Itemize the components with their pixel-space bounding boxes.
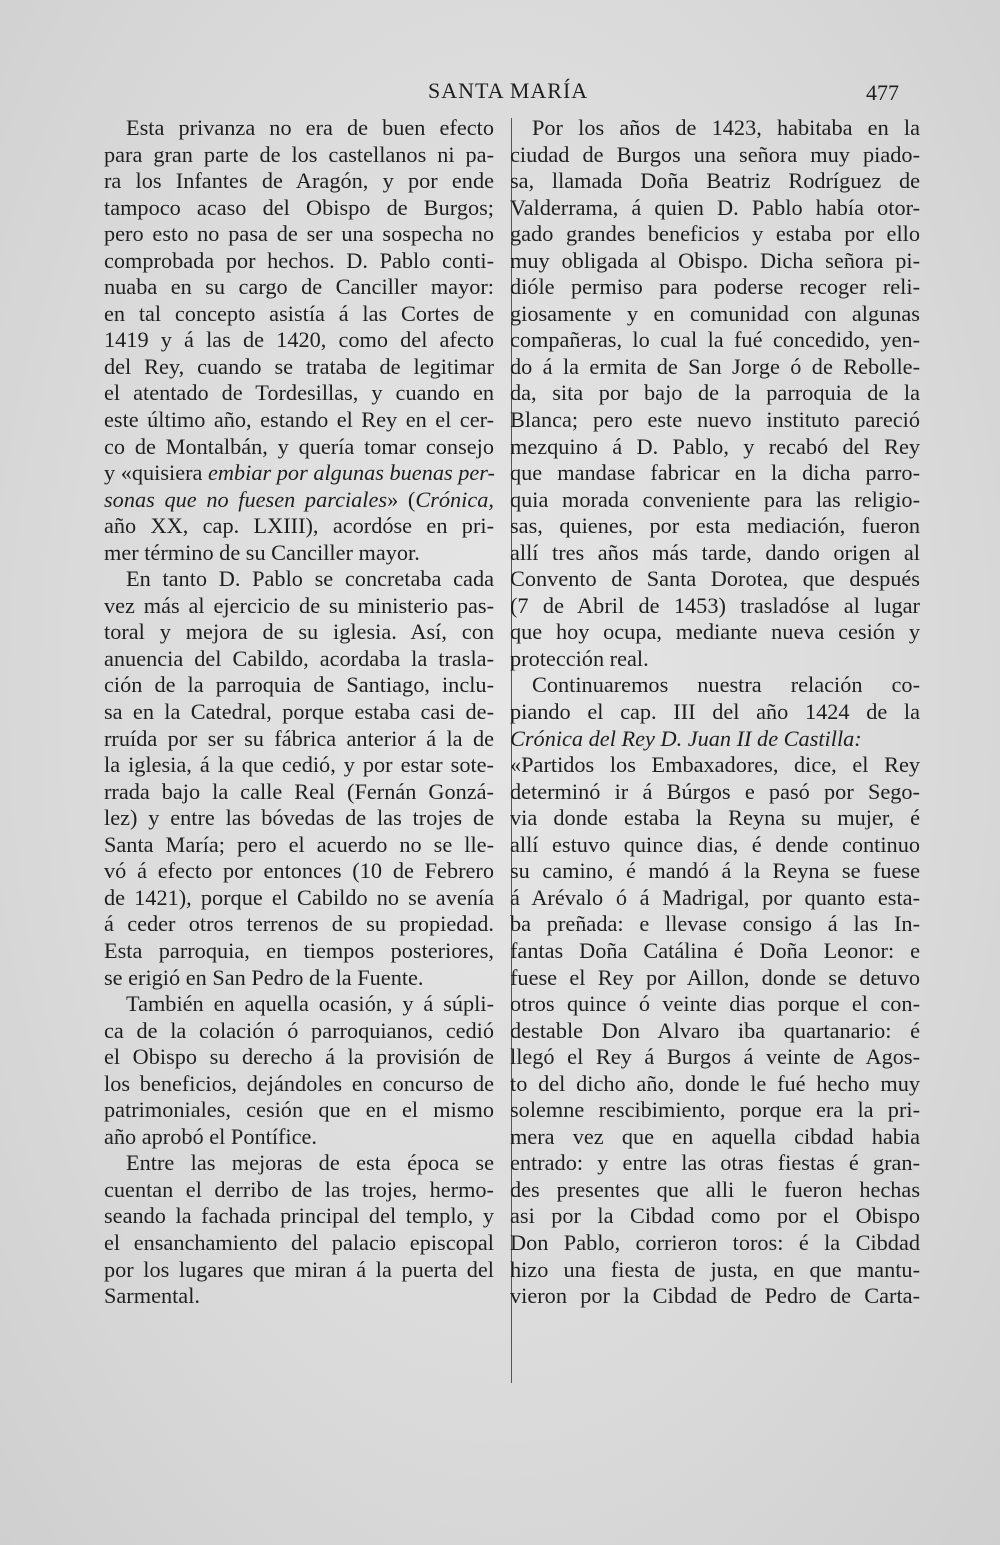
- text-line: á Arévalo ó á Madrigal, por quanto esta-: [510, 884, 920, 910]
- text-line: allí estuvo quince dias, é dende continuo: [510, 831, 920, 857]
- text-line: (7 de Abril de 1453) trasladóse al lugar: [510, 592, 920, 618]
- text-line: allí tres años más tarde, dando origen al: [510, 539, 920, 565]
- page-number: 477: [866, 80, 899, 105]
- text-line: que hoy ocupa, mediante nueva cesión y: [510, 619, 920, 645]
- text-line: 1419 y á las de 1420, como del afecto: [104, 327, 494, 353]
- text-line: protección real.: [510, 645, 649, 671]
- text-line: se erigió en San Pedro de la Fuente.: [104, 964, 424, 990]
- text-line: ca de la colación ó parroquianos, cedió: [104, 1017, 494, 1043]
- text-line: hizo una fiesta de justa, en que mantu-: [510, 1256, 920, 1282]
- text-segment: » (: [387, 486, 416, 512]
- text-line: fantas Doña Catálina é Doña Leonor: e: [510, 937, 920, 963]
- text-line: anuencia del Cabildo, acordaba la trasla-: [104, 645, 494, 671]
- text-line: la iglesia, á la que cedió, y por estar sote-: [104, 752, 494, 778]
- text-line: el atentado de Tordesillas, y cuando en: [104, 380, 494, 406]
- text-line: co de Montalbán, y quería tomar consejo: [104, 433, 494, 459]
- text-line: entrado: y entre las otras fiestas é gran-: [510, 1150, 920, 1176]
- text-line: patrimoniales, cesión que en el mismo: [104, 1097, 494, 1123]
- text-line: pero esto no pasa de ser una sospecha no: [104, 221, 494, 247]
- text-line: el ensanchamiento del palacio episcopal: [104, 1229, 494, 1255]
- text-line: ba preñada: e llevase consigo á las In-: [510, 911, 920, 937]
- text-line: mer término de su Canciller mayor.: [104, 539, 420, 565]
- text-line: via donde estaba la Reyna su mujer, é: [510, 805, 920, 831]
- text-line: tampoco acaso del Obispo de Burgos;: [104, 194, 494, 220]
- text-line: Blanca; pero este nuevo instituto pareció: [510, 407, 920, 433]
- text-segment: y «quisiera: [104, 460, 209, 486]
- text-line: en tal concepto asistía á las Cortes de: [104, 300, 494, 326]
- text-line: gado grandes beneficios y estaba por ello: [510, 221, 920, 247]
- text-line: ción de la parroquia de Santiago, inclu-: [104, 672, 494, 698]
- text-line: comprobada por hechos. D. Pablo conti-: [104, 247, 494, 273]
- text-line: determinó ir á Búrgos e pasó por Sego-: [510, 778, 920, 804]
- text-line: do á la ermita de San Jorge ó de Rebolle-: [510, 353, 920, 379]
- text-line: vó á efecto por entonces (10 de Febrero: [104, 858, 494, 884]
- text-line: Continuaremos nuestra relación co-: [532, 672, 920, 698]
- text-line: sa, llamada Doña Beatriz Rodríguez de: [510, 168, 920, 194]
- text-line: su camino, é mandó á la Reyna se fuese: [510, 858, 920, 884]
- text-line: Esta privanza no era de buen efecto: [126, 115, 494, 140]
- text-line: año aprobó el Pontífice.: [104, 1123, 317, 1149]
- text-line: También en aquella ocasión, y á súpli-: [126, 991, 494, 1017]
- text-line: solemne rescibimiento, porque era la pri-: [510, 1097, 920, 1123]
- text-line: mezquino á D. Pablo, y recabó del Rey: [510, 433, 920, 459]
- italic-text: sonas que no fuesen parciales: [104, 486, 388, 512]
- text-line: del Rey, cuando se trataba de legitimar: [104, 353, 494, 379]
- text-line: seando la fachada principal del templo, y: [104, 1203, 494, 1229]
- text-line: sas, quienes, por esta mediación, fueron: [510, 513, 920, 539]
- italic-text: embiar por algunas buenas per-: [208, 460, 495, 486]
- text-line: Don Pablo, corrieron toros: é la Cibdad: [510, 1229, 920, 1255]
- text-line: piando el cap. III del año 1424 de la: [510, 699, 920, 725]
- text-line: lez) y entre las bóvedas de las trojes de: [104, 805, 494, 831]
- text-line: para gran parte de los castellanos ni pa-: [104, 141, 494, 167]
- text-line: toral y mejora de su iglesia. Así, con: [104, 619, 494, 645]
- text-line: ciudad de Burgos una señora muy piado-: [510, 141, 920, 167]
- text-line: muy obligada al Obispo. Dicha señora pi-: [510, 247, 920, 273]
- text-line: asi por la Cibdad como por el Obispo: [510, 1203, 920, 1229]
- text-line: [104, 487, 494, 514]
- text-line: sa en la Catedral, porque estaba casi de-: [104, 699, 494, 725]
- text-line: rruída por ser su fábrica anterior á la de: [104, 725, 494, 751]
- left-column: [104, 115, 494, 1310]
- text-line: nuaba en su cargo de Canciller mayor:: [104, 274, 494, 300]
- text-line: Sarmental.: [104, 1283, 200, 1309]
- text-line: giosamente y en comunidad con algunas: [510, 300, 920, 326]
- italic-text: Crónica del Rey D. Juan II de Castilla:: [510, 725, 862, 751]
- text-line: otros quince ó veinte dias porque el con-: [510, 991, 920, 1017]
- text-line: compañeras, lo cual la fué concedido, yen-: [510, 327, 920, 353]
- running-title: SANTA MARÍA: [428, 78, 589, 103]
- text-line: «Partidos los Embaxadores, dice, el Rey: [510, 752, 920, 778]
- text-line: llegó el Rey á Burgos á veinte de Agos-: [510, 1044, 920, 1070]
- text-line: rrada bajo la calle Real (Fernán Gonzá-: [104, 778, 494, 804]
- text-line: ra los Infantes de Aragón, y por ende: [104, 168, 494, 194]
- text-line: cuentan el derribo de las trojes, hermo-: [104, 1176, 494, 1202]
- text-line: vieron por la Cibdad de Pedro de Carta-: [510, 1283, 920, 1309]
- running-head: [0, 78, 1000, 108]
- text-line: vez más al ejercicio de su ministerio pas-: [104, 592, 494, 618]
- text-line: año XX, cap. LXIII), acordóse en pri-: [104, 513, 494, 539]
- text-line: dióle permiso para poderse recoger reli-: [510, 274, 920, 300]
- text-line: Convento de Santa Dorotea, que después: [510, 566, 920, 592]
- text-line: Santa María; pero el acuerdo no se lle-: [104, 831, 494, 857]
- right-column: [510, 115, 920, 1310]
- text-line: fuese el Rey por Aillon, donde se detuvo: [510, 964, 920, 990]
- text-line: de 1421), porque el Cabildo no se avenía: [104, 884, 494, 910]
- text-line: des presentes que alli le fueron hechas: [510, 1176, 920, 1202]
- text-line: el Obispo su derecho á la provisión de: [104, 1044, 494, 1070]
- text-line: mera vez que en aquella cibdad habia: [510, 1123, 920, 1149]
- text-line: quia morada conveniente para las religio-: [510, 486, 920, 512]
- text-line: Valderrama, á quien D. Pablo había otor-: [510, 194, 920, 220]
- text-line: los beneficios, dejándoles en concurso de: [104, 1070, 494, 1096]
- text-line: En tanto D. Pablo se concretaba cada: [126, 566, 494, 592]
- text-line: [104, 460, 494, 487]
- text-line: por los lugares que miran á la puerta del: [104, 1256, 494, 1282]
- text-line: Esta parroquia, en tiempos posteriores,: [104, 937, 494, 963]
- text-line: [510, 726, 920, 753]
- text-line: á ceder otros terrenos de su propiedad.: [104, 911, 494, 937]
- text-line: to del dicho año, donde le fué hecho muy: [510, 1070, 920, 1096]
- text-line: Entre las mejoras de esta época se: [126, 1150, 494, 1176]
- text-line: da, sita por bajo de la parroquia de la: [510, 380, 920, 406]
- text-line: este último año, estando el Rey en el cer-: [104, 407, 494, 433]
- text-line: destable Don Alvaro iba quartanario: é: [510, 1017, 920, 1043]
- text-line: que mandase fabricar en la dicha parro-: [510, 460, 920, 486]
- text-line: Por los años de 1423, habitaba en la: [532, 115, 920, 140]
- italic-text: Crónica,: [415, 486, 494, 512]
